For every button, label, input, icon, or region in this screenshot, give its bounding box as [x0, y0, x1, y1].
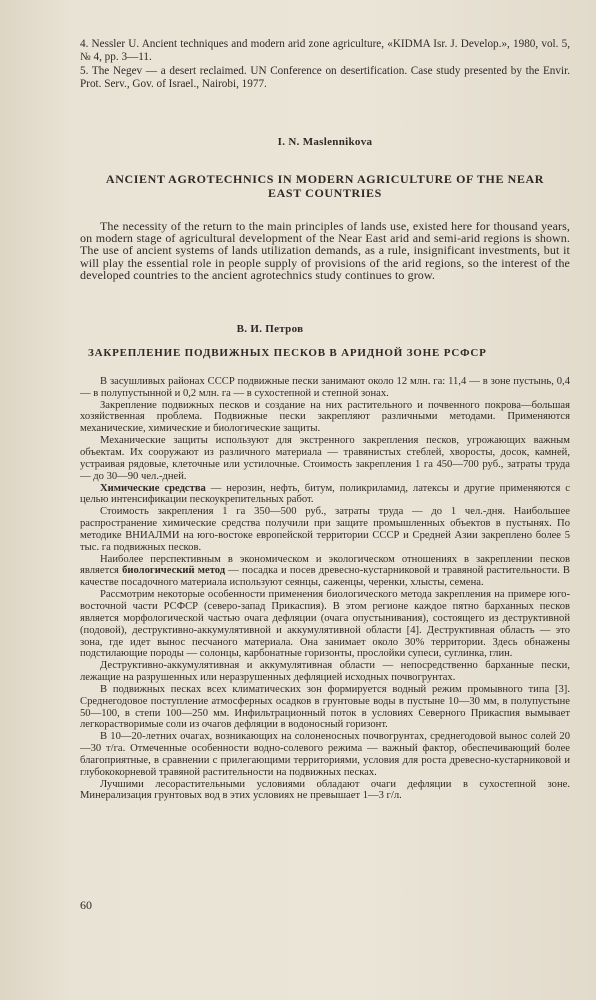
body-paragraph: Механические защиты используют для экстренного закрепления песков, угрожающих важным объектам. Их сооружают из различного материала — травянистых стеблей, хворосты, досок, камней, устраивая рядовые, клеточные или устилочные. Стоимость закрепления 1 га 450—700 руб., затраты труда — до 30—90 чел.-дней.	[80, 435, 570, 482]
reference-item: 5. The Negev — a desert reclaimed. UN Conference on desertification. Case study presented by the Envir. Prot. Serv., Gov. of Israel., Nairobi, 1977.	[80, 64, 570, 91]
body-paragraph: Закрепление подвижных песков и создание на них растительного и почвенного покрова—большая хозяйственная проблема. Подвижные пески закрепляют различными методами. Применяются механические, химические и биологические защиты.	[80, 399, 570, 435]
article-author: I. N. Maslennikova	[277, 135, 373, 148]
body-paragraph: Деструктивно-аккумулятивная и аккумулятивная области — непосредственно барханные пески, лежащие на разрушенных или неразрушенных дефляцией исходных почвогрунтах.	[80, 660, 570, 684]
abstract-paragraph: The necessity of the return to the main principles of lands use, existed here for thousand years, on modern stage of agricultural development of the Near East arid and semi-arid regions is shown. The use of ancient systems of lands utilization demands, as a rule, insignificant investments, but it will play the essential role in people supply of provisions of the arid regions, so the interest of the developed countries to the ancient agrotechnics study continues to grow.	[80, 218, 570, 282]
reference-list	[80, 38, 570, 92]
article-maslennikova	[80, 136, 570, 281]
body-paragraph: Лучшими лесорастительными условиями обладают очаги дефляции в сухостепной зоне. Минерализация грунтовых вод в этих условиях не превышает 1—3 г/л.	[80, 778, 570, 802]
body-paragraph: В подвижных песках всех климатических зон формируется водный режим промывного типа [3]. Среднегодовое поступление атмосферных осадков в грунтовые воды в пустыне 10—30 мм, в полупустыне 50—100, в степи 100—250 мм. Инфильтрационный поток в условиях Северного Прикаспия вымывает легкорастворимые соли из очагов дефляции в водоносный горизонт.	[80, 683, 570, 731]
article-title: ЗАКРЕПЛЕНИЕ ПОДВИЖНЫХ ПЕСКОВ В АРИДНОЙ ЗОНЕ РСФСР	[88, 347, 487, 360]
bold-term: Химические средства	[100, 482, 206, 494]
body-paragraph	[80, 483, 570, 507]
body-paragraph: Рассмотрим некоторые особенности применения биологического метода закрепления на примере юго-восточной части РСФСР (северо-запад Прикаспия). В этом регионе каждое пятно барханных песков является морфологической частью очага дефляции (очага опустынивания), состоящего из деструктивной (подовой), деструктивно-аккумулятивной и аккумулятивной области [4]. Деструктивная область — это зона, где идет вынос песчаного материала. Она занимает около 30% территории. Здесь обнажены подстилающие породы — солонцы, карбонатные горизонты, прослойки супеси, суглинка, глин.	[80, 589, 570, 660]
bold-term: биологический метод	[122, 565, 226, 577]
article-body	[80, 376, 570, 802]
page-number: 60	[80, 898, 92, 912]
body-paragraph: В засушливых районах СССР подвижные пески занимают около 12 млн. га: 11,4 — в зоне пустынь, 0,4 — в полупустынной и 0,2 млн. га — в сухостепной и степной зонах.	[80, 375, 570, 399]
article-petrov	[80, 323, 570, 802]
body-paragraph: Стоимость закрепления 1 га 350—500 руб., затраты труда — до 1 чел.-дня. Наибольшее распространение химические средства получили при защите промышленных объектов в пустынях. По методике ВНИАЛМИ на юго-востоке европейской территории СССР и Средней Азии закреплено более 5 тыс. га подвижных песков.	[80, 506, 570, 553]
body-paragraph: В 10—20-летних очагах, возникающих на солоненосных почвогрунтах, среднегодовой вынос солей 20—30 т/га. Отмеченные особенности водно-солевого режима — важный фактор, обеспечивающий более благоприятные, в сравнении с прилегающими территориями, условия для роста древесно-кустарниковой и глубококорневой травяной растительности на подвижных песках.	[80, 731, 570, 778]
paragraph-text: Наиболее перспективным в экономическом и экологическом отношениях в закреплении песков является	[80, 553, 570, 577]
article-title: ANCIENT AGROTECHNICS IN MODERN AGRICULTURE OF THE NEAR EAST COUNTRIES	[105, 171, 545, 200]
article-abstract	[80, 220, 570, 281]
reference-item: 4. Nessler U. Ancient techniques and modern arid zone agriculture, «KIDMA Isr. J. Develop.», 1980, vol. 5, № 4, pp. 3—11.	[80, 38, 570, 64]
paragraph-text: — нерозин, нефть, битум, поликриламид, латексы и другие применяются с целью интенсификации пескоукрепительных работ.	[80, 482, 570, 506]
article-author: В. И. Петров	[236, 323, 304, 336]
body-paragraph	[80, 554, 570, 590]
paragraph-text: — посадка и посев древесно-кустарниковой и травяной растительности. В качестве посадочного материала используют сеянцы, саженцы, черенки, хлысты, семена.	[80, 565, 570, 589]
